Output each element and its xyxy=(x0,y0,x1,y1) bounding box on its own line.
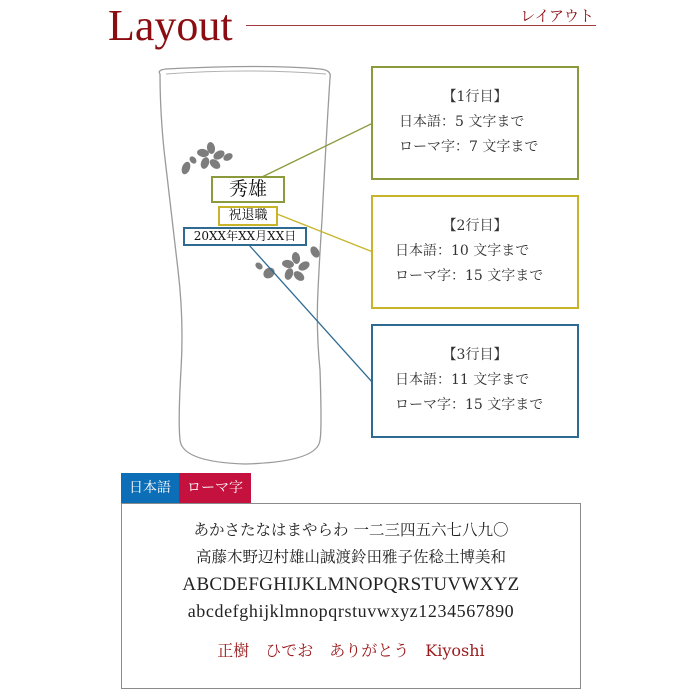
engraving-line-1: 秀雄 xyxy=(211,176,285,203)
line-1-heading: 【1行目】 xyxy=(442,89,508,105)
sample-example-names: 正樹 ひでお ありがとう Kiyoshi xyxy=(217,641,485,660)
sample-kanji: 高藤木野辺村雄山誠渡鈴田雅子佐稔土博美和 xyxy=(195,548,506,566)
font-sample-box xyxy=(121,503,581,689)
line-3-romaji-limit: ローマ字：15 文字まで xyxy=(395,397,544,413)
line-2-spec-box xyxy=(371,195,579,309)
font-sample-tabs xyxy=(121,473,251,503)
tab-romaji: ローマ字 xyxy=(179,473,251,503)
tab-japanese: 日本語 xyxy=(121,473,179,503)
line-1-spec-box xyxy=(371,66,579,180)
line-3-spec-box xyxy=(371,324,579,438)
engraving-line-2: 祝退職 xyxy=(218,206,278,226)
line-2-romaji-limit: ローマ字：15 文字まで xyxy=(395,268,544,284)
sample-kana-numerals: あかさたなはまやらわ 一二三四五六七八九〇 xyxy=(193,521,509,539)
line-2-heading: 【2行目】 xyxy=(442,218,508,234)
sample-lowercase-digits: abcdefghijklmnopqrstuvwxyz1234567890 xyxy=(187,601,515,621)
line-1-romaji-limit: ローマ字：7 文字まで xyxy=(399,139,539,155)
line-3-heading: 【3行目】 xyxy=(442,347,508,363)
line-3-japanese-limit: 日本語：11 文字まで xyxy=(395,372,530,388)
page-title: Layout xyxy=(108,1,233,50)
line-1-japanese-limit: 日本語：5 文字まで xyxy=(399,114,525,130)
line-2-japanese-limit: 日本語：10 文字まで xyxy=(395,243,530,259)
engraving-line-3: 20XX年XX月XX日 xyxy=(183,227,307,246)
sample-uppercase: ABCDEFGHIJKLMNOPQRSTUVWXYZ xyxy=(182,574,520,595)
page-subtitle: レイアウト xyxy=(520,7,594,25)
